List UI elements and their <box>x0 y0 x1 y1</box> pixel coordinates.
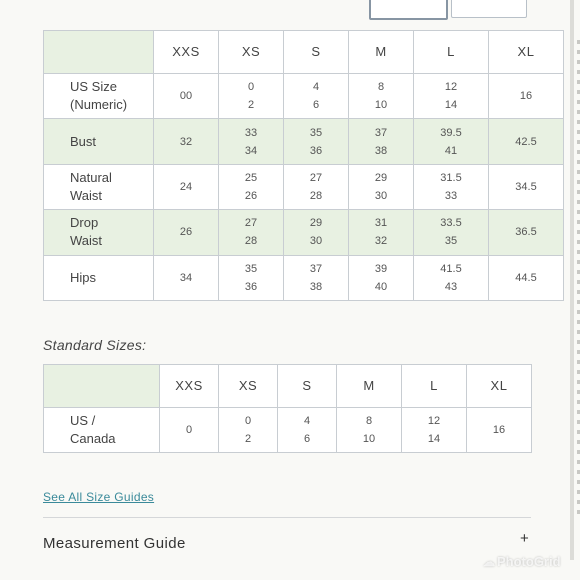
standard-sizes-heading: Standard Sizes: <box>43 337 147 353</box>
size-value-cell <box>284 119 349 164</box>
size-value: 43 <box>444 280 458 293</box>
size-value: 0 <box>185 424 193 436</box>
watermark-text: PhotoGrid <box>497 554 561 569</box>
size-value-cell <box>414 210 489 255</box>
row-label-line: Hips <box>70 269 97 285</box>
size-value-cell <box>219 119 284 164</box>
table-row <box>44 408 532 453</box>
size-value: 4 <box>303 415 311 427</box>
size-header-cell: S <box>278 365 337 408</box>
size-value: 37 <box>309 262 323 275</box>
size-value: 12 <box>427 415 441 427</box>
size-header-cell: S <box>284 31 349 74</box>
size-value: 36.5 <box>515 226 537 239</box>
row-label-line: Bust <box>70 133 97 149</box>
size-value: 2 <box>247 99 255 112</box>
size-value: 33 <box>444 189 458 202</box>
size-value: 26 <box>179 226 193 239</box>
size-header-cell: XL <box>467 365 532 408</box>
size-value: 32 <box>179 135 193 148</box>
size-value: 2 <box>244 433 252 445</box>
size-value-cell <box>349 119 414 164</box>
header-corner-cell <box>44 365 160 408</box>
size-value: 42.5 <box>515 135 537 148</box>
size-value: 6 <box>312 99 320 112</box>
row-label-cell <box>44 119 154 164</box>
size-value: 00 <box>179 90 193 103</box>
size-value-cell <box>284 164 349 209</box>
row-label-line: Drop <box>70 215 99 231</box>
size-value: 44.5 <box>515 271 537 284</box>
size-value: 38 <box>309 280 323 293</box>
size-value-cell <box>467 408 532 453</box>
row-label-line: Waist <box>70 233 103 249</box>
table-row <box>44 210 564 255</box>
size-header-cell: XL <box>489 31 564 74</box>
size-toggle-button[interactable] <box>451 0 527 18</box>
size-value-cell <box>219 164 284 209</box>
row-label-line: Natural <box>70 169 112 185</box>
row-label-line: US / <box>70 413 96 428</box>
size-value-cell <box>154 119 219 164</box>
row-label-cell <box>44 210 154 255</box>
size-value-cell <box>160 408 219 453</box>
size-value: 38 <box>374 144 388 157</box>
table-row <box>44 74 564 119</box>
size-value: 27 <box>244 217 258 230</box>
size-value: 34 <box>244 144 258 157</box>
size-value: 33.5 <box>440 217 462 230</box>
size-header-cell: XS <box>219 365 278 408</box>
size-value: 26 <box>244 189 258 202</box>
row-label-cell <box>44 164 154 209</box>
expand-plus-icon[interactable]: + <box>520 530 529 547</box>
size-value: 27 <box>309 171 323 184</box>
header-row <box>44 31 564 74</box>
size-value-cell <box>349 255 414 300</box>
size-value: 35 <box>244 262 258 275</box>
scrollbar-track[interactable] <box>570 0 574 560</box>
size-value: 31 <box>374 217 388 230</box>
size-value: 30 <box>374 189 388 202</box>
size-value: 8 <box>377 81 385 94</box>
size-value-cell <box>414 74 489 119</box>
size-value: 41.5 <box>440 262 462 275</box>
size-value: 28 <box>244 235 258 248</box>
size-value: 0 <box>247 81 255 94</box>
size-value: 34 <box>179 271 193 284</box>
size-value: 0 <box>244 415 252 427</box>
size-value: 32 <box>374 235 388 248</box>
size-value-cell <box>284 210 349 255</box>
size-value: 35 <box>309 126 323 139</box>
cloud-icon: ☁ <box>483 555 495 569</box>
size-value-cell <box>349 74 414 119</box>
size-value-cell <box>489 119 564 164</box>
size-header-cell: XS <box>219 31 284 74</box>
size-value-cell <box>489 210 564 255</box>
size-value-cell <box>219 255 284 300</box>
size-value-cell <box>489 74 564 119</box>
size-value: 34.5 <box>515 180 537 193</box>
size-value: 10 <box>362 433 376 445</box>
size-value-cell <box>337 408 402 453</box>
photogrid-watermark <box>483 554 561 569</box>
size-value-cell <box>414 255 489 300</box>
table-row <box>44 119 564 164</box>
size-header-cell: M <box>337 365 402 408</box>
size-header-cell: L <box>402 365 467 408</box>
size-value: 37 <box>374 126 388 139</box>
size-value: 4 <box>312 81 320 94</box>
size-value: 10 <box>374 99 388 112</box>
size-value-cell <box>219 210 284 255</box>
size-value-cell <box>284 74 349 119</box>
size-value: 31.5 <box>440 171 462 184</box>
size-value: 28 <box>309 189 323 202</box>
see-all-size-guides-link[interactable]: See All Size Guides <box>43 490 155 504</box>
size-value: 16 <box>519 90 533 103</box>
size-value: 35 <box>444 235 458 248</box>
size-value: 41 <box>444 144 458 157</box>
size-value: 16 <box>492 424 506 436</box>
size-value-cell <box>219 74 284 119</box>
size-value-cell <box>284 255 349 300</box>
size-value: 36 <box>309 144 323 157</box>
size-header-cell: M <box>349 31 414 74</box>
table-row <box>44 255 564 300</box>
measurement-guide-title[interactable]: Measurement Guide <box>43 535 186 552</box>
size-value: 24 <box>179 180 193 193</box>
size-header-cell: XXS <box>160 365 219 408</box>
size-value: 39.5 <box>440 126 462 139</box>
size-value: 33 <box>244 126 258 139</box>
size-value-cell <box>489 164 564 209</box>
row-label-line: US Size <box>70 79 117 95</box>
table-row <box>44 164 564 209</box>
size-value-cell <box>278 408 337 453</box>
size-value: 29 <box>374 171 388 184</box>
row-label-cell <box>44 255 154 300</box>
size-value: 12 <box>444 81 458 94</box>
standard-sizes-table <box>43 364 532 453</box>
row-label-line: Waist <box>70 187 103 203</box>
size-value-cell <box>414 164 489 209</box>
size-value-cell <box>414 119 489 164</box>
size-value-cell <box>349 210 414 255</box>
size-value-cell <box>219 408 278 453</box>
size-value-cell <box>154 255 219 300</box>
size-value: 8 <box>365 415 373 427</box>
size-value: 14 <box>427 433 441 445</box>
size-header-cell: XXS <box>154 31 219 74</box>
row-label-line: (Numeric) <box>70 97 128 113</box>
size-value: 39 <box>374 262 388 275</box>
row-label-line: Canada <box>70 431 116 446</box>
size-value-cell <box>154 74 219 119</box>
row-label-cell <box>44 408 160 453</box>
row-label-cell <box>44 74 154 119</box>
size-value-cell <box>154 210 219 255</box>
size-value: 6 <box>303 433 311 445</box>
divider <box>43 517 531 518</box>
size-chart-table <box>43 30 564 301</box>
size-value: 25 <box>244 171 258 184</box>
size-value-cell <box>349 164 414 209</box>
header-row <box>44 365 532 408</box>
header-corner-cell <box>44 31 154 74</box>
size-value: 14 <box>444 99 458 112</box>
size-value-cell <box>402 408 467 453</box>
size-value: 29 <box>309 217 323 230</box>
size-value-cell <box>489 255 564 300</box>
size-value: 30 <box>309 235 323 248</box>
size-toggle-button-active[interactable] <box>369 0 448 20</box>
size-value: 40 <box>374 280 388 293</box>
size-header-cell: L <box>414 31 489 74</box>
size-value-cell <box>154 164 219 209</box>
size-value: 36 <box>244 280 258 293</box>
